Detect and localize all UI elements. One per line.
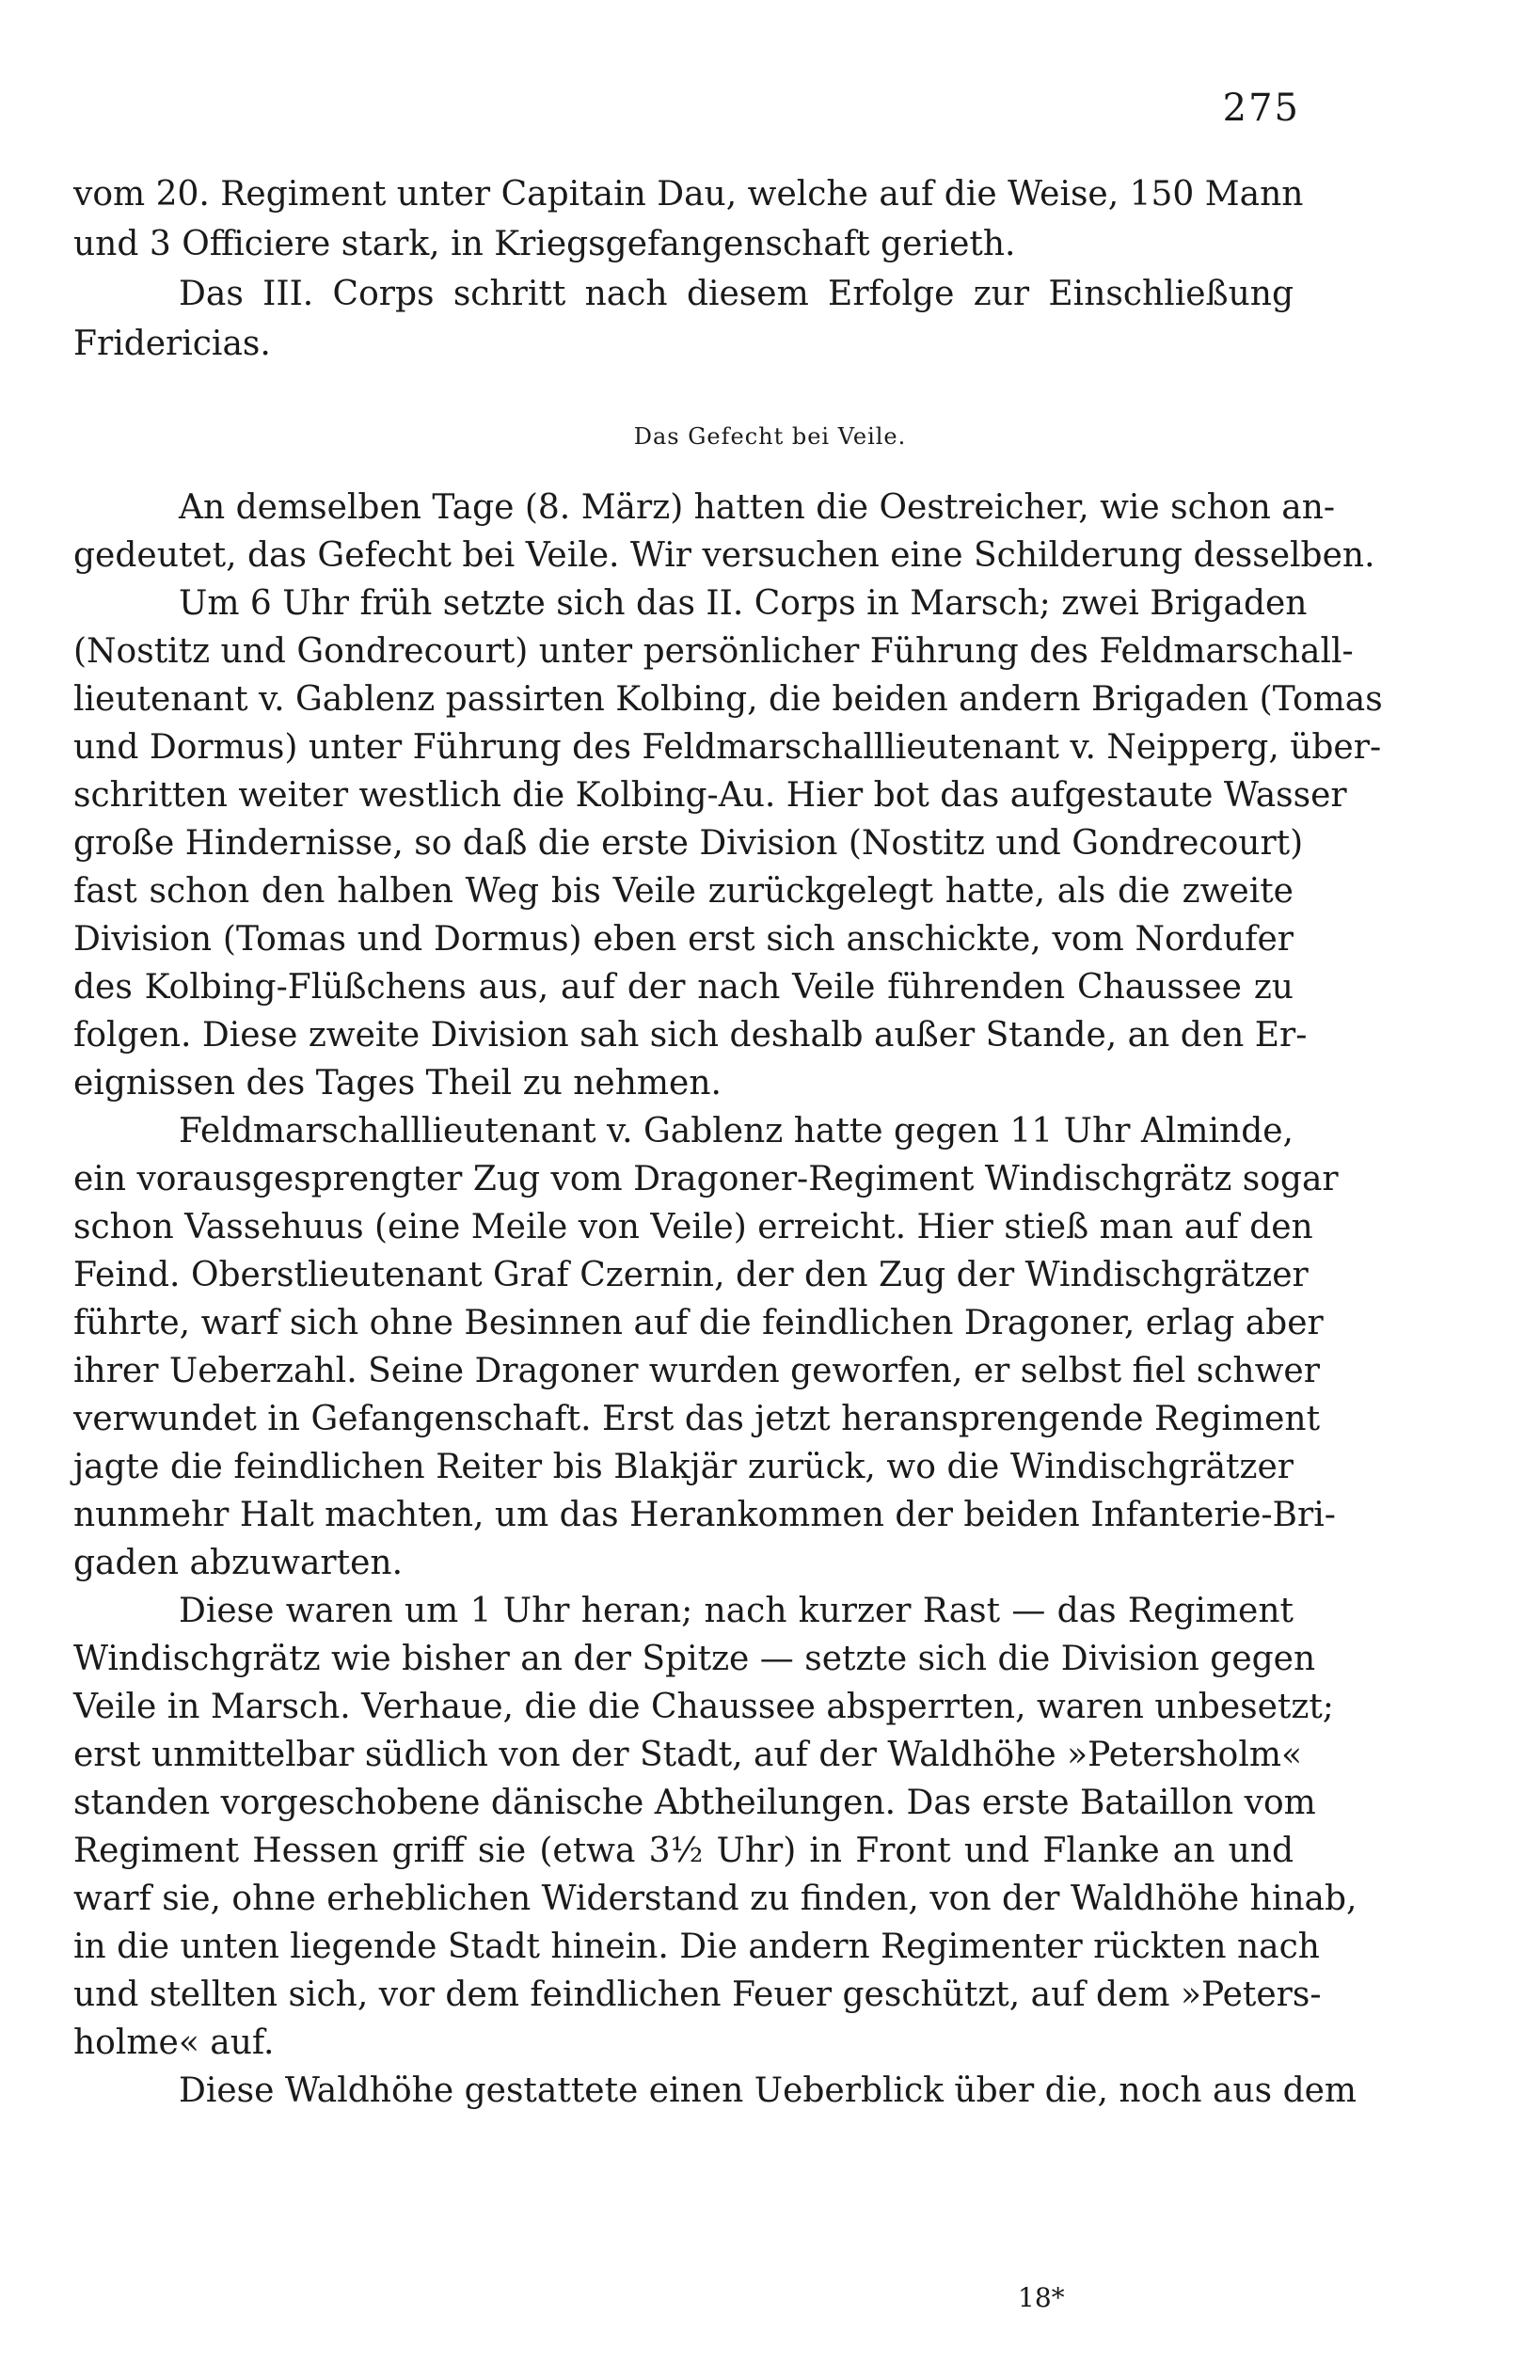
text-line: standen vorgeschobene dänische Abtheilungen. Das erste Bataillon vom <box>73 1784 1316 1822</box>
text-line: holme« auf. <box>73 2023 275 2062</box>
text-line: lieutenant v. Gablenz passirten Kolbing, die beiden andern Brigaden (Tomas <box>73 680 1383 719</box>
text-line: des Kolbing-Flüßchens aus, auf der nach Veile führenden Chaussee zu <box>73 968 1294 1007</box>
text-line: und 3 Officiere stark, in Kriegsgefangenschaft gerieth. <box>73 225 1016 263</box>
text-line: An demselben Tage (8. März) hatten die Oestreicher, wie schon an- <box>179 488 1336 527</box>
page-number: 275 <box>1222 87 1300 130</box>
text-line: schritten weiter westlich die Kolbing-Au. Hier bot das aufgestaute Wasser <box>73 776 1347 815</box>
text-line: nunmehr Halt machten, um das Herankommen der beiden Infanterie-Bri- <box>73 1496 1336 1534</box>
text-line: verwundet in Gefangenschaft. Erst das jetzt heransprengende Regiment <box>73 1400 1321 1438</box>
text-line: in die unten liegende Stadt hinein. Die andern Regimenter rückten nach <box>73 1928 1320 1966</box>
sheet-signature: 18* <box>1018 2282 1065 2313</box>
text-line: ihrer Ueberzahl. Seine Dragoner wurden geworfen, er selbst fiel schwer <box>73 1352 1320 1390</box>
text-line: Das III. Corps schritt nach diesem Erfolge zur Einschließung <box>179 275 1294 313</box>
text-line: Um 6 Uhr früh setzte sich das II. Corps in Marsch; zwei Brigaden <box>179 584 1308 623</box>
section-heading: Das Gefecht bei Veile. <box>633 423 907 450</box>
text-line: (Nostitz und Gondrecourt) unter persönlicher Führung des Feldmarschall- <box>73 632 1354 671</box>
text-line: warf sie, ohne erheblichen Widerstand zu finden, von der Waldhöhe hinab, <box>73 1880 1357 1918</box>
text-line: schon Vassehuus (eine Meile von Veile) erreicht. Hier stieß man auf den <box>73 1208 1313 1246</box>
text-line: Feind. Oberstlieutenant Graf Czernin, der den Zug der Windischgrätzer <box>73 1256 1309 1294</box>
text-line: jagte die feindlichen Reiter bis Blakjär zurück, wo die Windischgrätzer <box>73 1448 1294 1486</box>
text-line: Division (Tomas und Dormus) eben erst sich anschickte, vom Nordufer <box>73 920 1294 959</box>
text-line: und Dormus) unter Führung des Feldmarschalllieutenant v. Neipperg, über- <box>73 728 1382 767</box>
text-line: fast schon den halben Weg bis Veile zurückgelegt hatte, als die zweite <box>73 872 1294 911</box>
text-line: ein vorausgesprengter Zug vom Dragoner-Regiment Windischgrätz sogar <box>73 1160 1339 1198</box>
text-line: gedeutet, das Gefecht bei Veile. Wir versuchen eine Schilderung desselben. <box>73 536 1375 575</box>
text-line: und stellten sich, vor dem feindlichen Feuer geschützt, auf dem »Peters- <box>73 1975 1322 2014</box>
text-line: Veile in Marsch. Verhaue, die die Chaussee absperrten, waren unbesetzt; <box>73 1688 1334 1726</box>
text-line: Diese Waldhöhe gestattete einen Ueberblick über die, noch aus dem <box>179 2071 1357 2110</box>
text-line: Fridericias. <box>73 325 271 363</box>
text-line: vom 20. Regiment unter Capitain Dau, welche auf die Weise, 150 Mann <box>73 175 1304 214</box>
text-line: eignissen des Tages Theil zu nehmen. <box>73 1064 722 1103</box>
text-line: große Hindernisse, so daß die erste Division (Nostitz und Gondrecourt) <box>73 824 1304 863</box>
text-line: erst unmittelbar südlich von der Stadt, auf der Waldhöhe »Petersholm« <box>73 1736 1303 1774</box>
text-line: gaden abzuwarten. <box>73 1544 404 1582</box>
text-line: Diese waren um 1 Uhr heran; nach kurzer Rast — das Regiment <box>179 1592 1294 1630</box>
text-line: folgen. Diese zweite Division sah sich deshalb außer Stande, an den Er- <box>73 1016 1308 1055</box>
text-line: Feldmarschalllieutenant v. Gablenz hatte gegen 11 Uhr Alminde, <box>179 1112 1294 1150</box>
text-line: Windischgrätz wie bisher an der Spitze — setzte sich die Division gegen <box>73 1640 1316 1678</box>
text-line: führte, warf sich ohne Besinnen auf die feindlichen Dragoner, erlag aber <box>73 1304 1324 1342</box>
text-line: Regiment Hessen griff sie (etwa 3½ Uhr) in Front und Flanke an und <box>73 1832 1294 1870</box>
